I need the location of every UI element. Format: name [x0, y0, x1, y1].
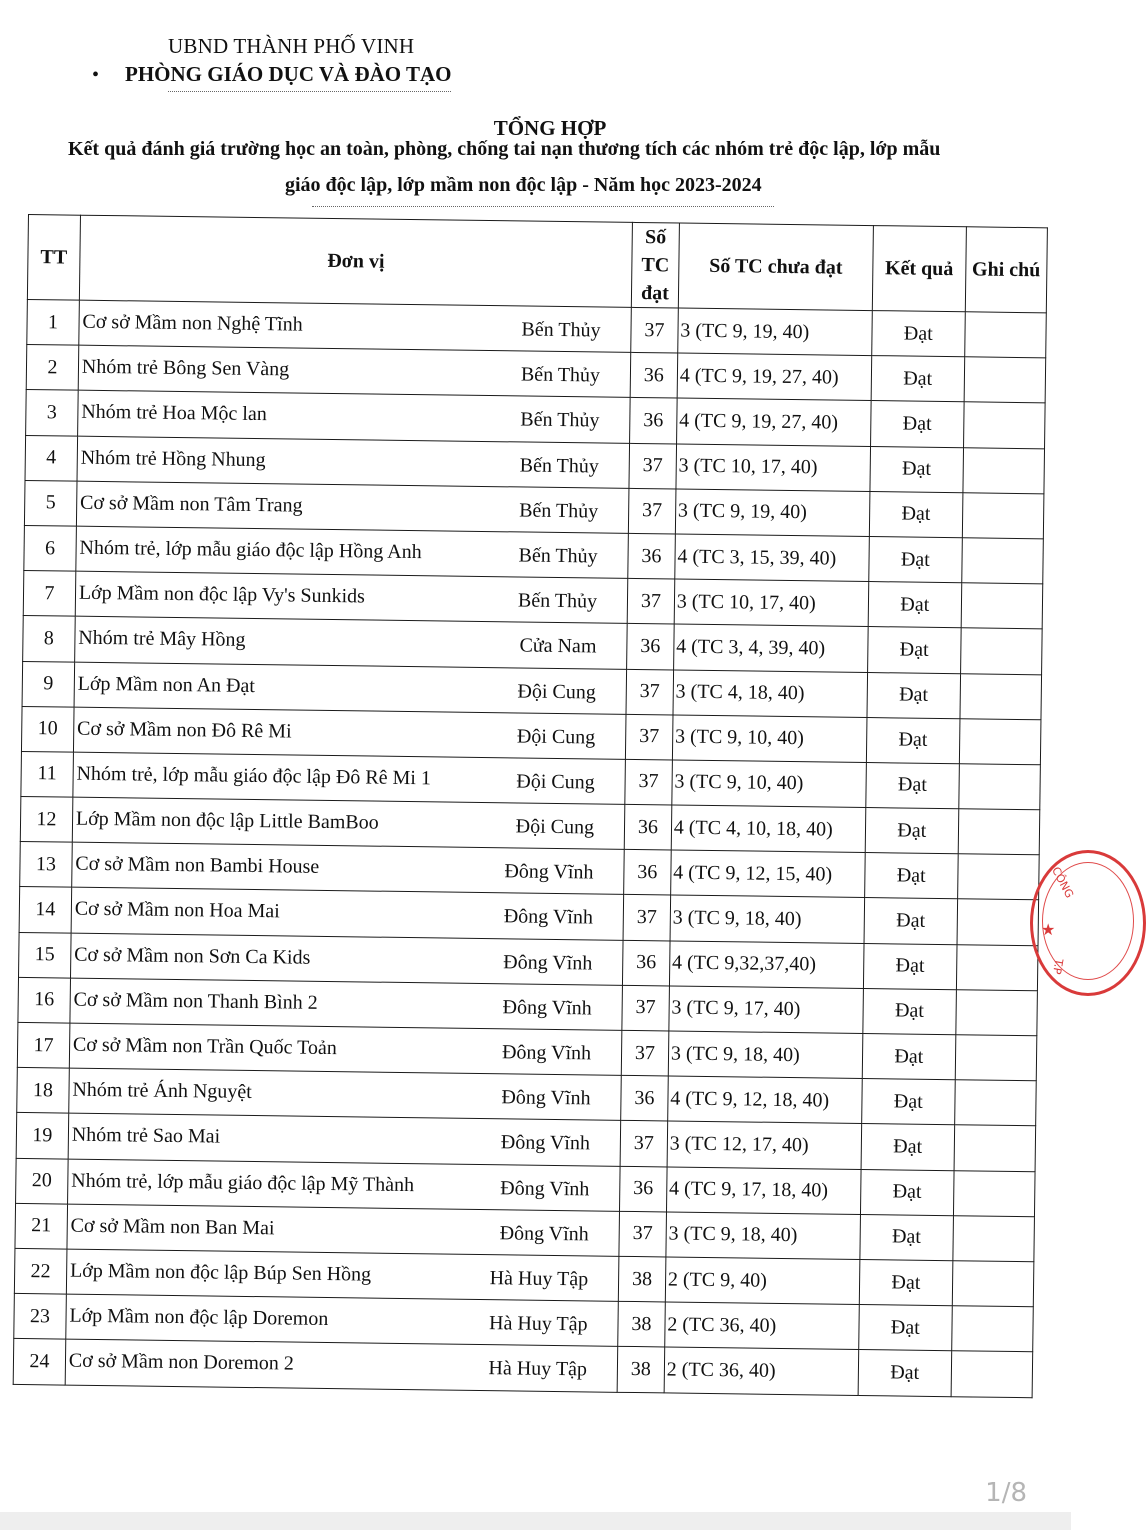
criteria-met-count: 36: [630, 353, 677, 399]
unit-ward: Đông Vĩnh: [499, 1222, 589, 1246]
unit-name: Cơ sở Mầm non Sơn Ca Kids: [74, 943, 311, 969]
result-value: Đạt: [867, 672, 960, 718]
result-value: Đạt: [861, 1169, 954, 1215]
result-value: Đạt: [871, 401, 964, 447]
criteria-met-count: 37: [623, 895, 670, 941]
unit-name: Lớp Mầm non độc lập Little BamBoo: [75, 807, 379, 834]
unit-name: Lớp Mầm non An Đạt: [77, 672, 256, 697]
note-value: [962, 493, 1044, 539]
note-value: [963, 447, 1045, 493]
result-value: Đạt: [859, 1305, 952, 1351]
unit-ward: Đông Vĩnh: [502, 996, 592, 1020]
unit-name: Cơ sở Mầm non Ban Mai: [70, 1214, 275, 1240]
criteria-unmet-list: 3 (TC 10, 17, 40): [676, 444, 871, 492]
header-note: Ghi chú: [965, 227, 1048, 313]
row-index: 2: [26, 345, 78, 391]
criteria-met-count: 37: [619, 1211, 666, 1257]
unit-ward: Hà Huy Tập: [488, 1357, 588, 1381]
row-unit: [73, 752, 626, 804]
row-index: 8: [23, 616, 75, 662]
criteria-met-count: 37: [621, 1030, 668, 1076]
criteria-unmet-list: 2 (TC 36, 40): [664, 1347, 859, 1395]
unit-name: Lớp Mầm non độc lập Vy's Sunkids: [78, 581, 366, 608]
result-value: Đạt: [868, 582, 961, 628]
row-unit: [78, 345, 631, 397]
row-unit: [67, 1204, 620, 1256]
note-value: [953, 1170, 1035, 1216]
header-divider: [168, 91, 451, 92]
criteria-unmet-list: 4 (TC 9, 19, 27, 40): [676, 398, 871, 446]
note-value: [954, 1080, 1036, 1126]
criteria-unmet-list: 3 (TC 9, 19, 40): [678, 308, 873, 356]
unit-ward: Đông Vĩnh: [500, 1176, 590, 1200]
criteria-unmet-list: 3 (TC 9, 10, 40): [672, 715, 867, 763]
table-header-row: [27, 215, 1047, 313]
header-tt: TT: [27, 215, 80, 301]
row-unit: [66, 1249, 619, 1301]
criteria-met-count: 37: [620, 1121, 667, 1167]
criteria-unmet-list: 4 (TC 9, 12, 15, 40): [670, 850, 865, 898]
results-table: [13, 214, 1048, 1398]
criteria-unmet-list: 4 (TC 3, 15, 39, 40): [675, 534, 870, 582]
unit-ward: Bến Thủy: [518, 544, 598, 568]
note-value: [958, 764, 1040, 810]
issuing-authority: UBND THÀNH PHỐ VINH: [168, 34, 415, 58]
note-value: [963, 402, 1045, 448]
row-index: 10: [21, 706, 73, 752]
row-unit: [66, 1294, 619, 1346]
unit-ward: Bến Thủy: [517, 589, 598, 613]
unit-name: Cơ sở Mầm non Bambi House: [75, 852, 320, 879]
row-index: 23: [14, 1294, 66, 1340]
seal-text-bottom: T.P: [1050, 957, 1066, 976]
row-index: 19: [16, 1113, 68, 1159]
note-value: [960, 673, 1042, 719]
result-value: Đạt: [868, 627, 961, 673]
seal-star-icon: ★: [1041, 922, 1056, 939]
row-index: 6: [24, 525, 76, 571]
unit-ward: Hà Huy Tập: [488, 1312, 588, 1336]
unit-name: Cơ sở Mầm non Trần Quốc Toản: [72, 1033, 337, 1060]
note-value: [964, 312, 1046, 358]
note-value: [952, 1215, 1034, 1261]
criteria-met-count: 36: [623, 940, 670, 986]
criteria-met-count: 37: [626, 669, 673, 715]
unit-name: Nhóm trẻ Hoa Mộc lan: [81, 401, 267, 426]
header-result: Kết quả: [872, 226, 966, 312]
row-index: 17: [17, 1022, 69, 1068]
criteria-unmet-list: 3 (TC 9, 18, 40): [668, 1031, 863, 1079]
note-value: [954, 1125, 1036, 1171]
row-index: 20: [16, 1158, 68, 1204]
criteria-met-count: 36: [628, 533, 675, 579]
unit-name: Nhóm trẻ Bông Sen Vàng: [81, 355, 290, 381]
document-subtitle-line-1: Kết quả đánh giá trường học an toàn, phòng, chống tai nạn thương tích các nhóm trẻ độc lập, lớp mẫu: [68, 138, 941, 160]
result-value: Đạt: [862, 1079, 955, 1125]
result-value: Đạt: [872, 311, 965, 357]
row-unit: [72, 797, 625, 849]
unit-ward: Cửa Nam: [519, 634, 597, 658]
row-unit: [67, 1159, 620, 1211]
unit-ward: Bến Thủy: [519, 454, 599, 478]
unit-ward: Đông Vĩnh: [501, 1086, 591, 1110]
note-value: [955, 990, 1037, 1036]
criteria-met-count: 37: [629, 443, 676, 489]
criteria-unmet-list: 3 (TC 10, 17, 40): [674, 579, 869, 627]
header-unit: Đơn vị: [79, 215, 632, 307]
criteria-met-count: 37: [627, 579, 674, 625]
unit-name: Cơ sở Mầm non Doremon 2: [68, 1349, 295, 1375]
row-index: 4: [25, 435, 77, 481]
result-value: Đạt: [865, 808, 958, 854]
criteria-met-count: 38: [617, 1347, 664, 1393]
row-unit: [73, 707, 626, 759]
result-value: Đạt: [863, 943, 956, 989]
result-value: Đạt: [869, 491, 962, 537]
note-value: [956, 944, 1038, 990]
unit-name: Nhóm trẻ, lớp mẫu giáo độc lập Hồng Anh: [79, 536, 422, 564]
row-index: 1: [27, 299, 79, 345]
unit-name: Lớp Mầm non độc lập Doremon: [69, 1304, 329, 1331]
unit-name: Cơ sở Mầm non Đô Rê Mi: [76, 717, 292, 743]
document-title: TỔNG HỢP: [493, 116, 607, 140]
note-value: [957, 899, 1039, 945]
unit-name: Nhóm trẻ Ánh Nguyệt: [72, 1078, 252, 1104]
unit-name: Cơ sở Mầm non Hoa Mai: [74, 898, 280, 923]
result-value: Đạt: [864, 898, 957, 944]
note-value: [955, 1035, 1037, 1081]
criteria-met-count: 36: [624, 804, 671, 850]
criteria-met-count: 36: [621, 1076, 668, 1122]
row-unit: [76, 526, 629, 578]
row-index: 16: [18, 977, 70, 1023]
document-subtitle-line-2: giáo độc lập, lớp mầm non độc lập - Năm học 2023-2024: [285, 174, 762, 196]
row-unit: [74, 662, 627, 714]
criteria-unmet-list: 3 (TC 9, 18, 40): [670, 895, 865, 943]
result-value: Đạt: [863, 988, 956, 1034]
page-indicator: 1/8: [985, 1478, 1027, 1508]
result-value: Đạt: [860, 1214, 953, 1260]
result-value: Đạt: [871, 356, 964, 402]
result-value: Đạt: [869, 536, 962, 582]
row-unit: [70, 978, 623, 1030]
row-unit: [65, 1339, 618, 1391]
criteria-unmet-list: 3 (TC 9, 19, 40): [675, 489, 870, 537]
note-value: [951, 1351, 1033, 1397]
result-value: Đạt: [866, 762, 959, 808]
unit-ward: Đội Cung: [515, 815, 595, 839]
unit-name: Nhóm trẻ Hồng Nhung: [80, 446, 266, 471]
note-value: [964, 357, 1046, 403]
criteria-unmet-list: 4 (TC 9, 17, 18, 40): [666, 1167, 861, 1215]
criteria-met-count: 37: [625, 714, 672, 760]
row-index: 9: [22, 661, 74, 707]
note-value: [951, 1306, 1033, 1352]
criteria-unmet-list: 4 (TC 9, 12, 18, 40): [668, 1076, 863, 1124]
criteria-met-count: 36: [624, 850, 671, 896]
unit-ward: Hà Huy Tập: [489, 1267, 589, 1291]
row-unit: [69, 1068, 622, 1120]
unit-ward: Đội Cung: [517, 679, 596, 703]
criteria-met-count: 37: [622, 985, 669, 1031]
criteria-met-count: 38: [618, 1256, 665, 1302]
note-value: [958, 809, 1040, 855]
unit-ward: Bến Thủy: [520, 363, 601, 387]
result-value: Đạt: [859, 1259, 952, 1305]
unit-ward: Đông Vĩnh: [504, 860, 594, 884]
criteria-met-count: 36: [630, 398, 677, 444]
unit-ward: Bến Thủy: [521, 318, 601, 342]
unit-name: Lớp Mầm non độc lập Búp Sen Hồng: [69, 1259, 372, 1286]
result-value: Đạt: [866, 717, 959, 763]
unit-ward: Đông Vĩnh: [503, 905, 594, 929]
row-index: 21: [15, 1203, 67, 1249]
result-value: Đạt: [870, 446, 963, 492]
row-index: 15: [19, 932, 71, 978]
seal-text-top: CÔNG: [1049, 864, 1077, 901]
row-unit: [72, 842, 625, 894]
issuing-department: PHÒNG GIÁO DỤC VÀ ĐÀO TẠO: [125, 62, 452, 86]
criteria-unmet-list: 4 (TC 4, 10, 18, 40): [671, 805, 866, 853]
unit-ward: Đông Vĩnh: [500, 1131, 591, 1155]
row-unit: [75, 571, 628, 623]
row-unit: [71, 888, 624, 940]
row-unit: [77, 391, 630, 443]
criteria-unmet-list: 3 (TC 12, 17, 40): [667, 1121, 862, 1169]
unit-name: Cơ sở Mầm non Tâm Trang: [79, 491, 303, 517]
row-index: 3: [26, 390, 78, 436]
row-unit: [69, 1023, 622, 1075]
note-value: [961, 583, 1043, 629]
note-value: [960, 628, 1042, 674]
criteria-unmet-list: 4 (TC 9,32,37,40): [669, 941, 864, 989]
viewer-bottom-band: [0, 1512, 1071, 1530]
criteria-unmet-list: 3 (TC 9, 18, 40): [666, 1212, 861, 1260]
criteria-unmet-list: 3 (TC 9, 17, 40): [669, 986, 864, 1034]
result-value: Đạt: [858, 1350, 951, 1396]
note-value: [952, 1261, 1034, 1307]
unit-ward: Đội Cung: [516, 770, 595, 794]
row-index: 22: [14, 1248, 66, 1294]
row-index: 13: [20, 842, 72, 888]
criteria-unmet-list: 3 (TC 9, 10, 40): [672, 760, 867, 808]
unit-name: Cơ sở Mầm non Nghệ Tĩnh: [82, 310, 303, 336]
title-divider: [312, 206, 774, 207]
criteria-met-count: 36: [627, 624, 674, 670]
criteria-unmet-list: 4 (TC 3, 4, 39, 40): [673, 624, 868, 672]
row-index: 18: [17, 1068, 69, 1114]
note-value: [959, 718, 1041, 764]
criteria-met-count: 38: [618, 1301, 665, 1347]
header-bullet: •: [92, 64, 100, 86]
row-index: 7: [23, 571, 75, 617]
criteria-met-count: 37: [628, 488, 675, 534]
criteria-met-count: 37: [631, 307, 678, 353]
criteria-unmet-list: 2 (TC 36, 40): [665, 1302, 860, 1350]
row-index: 5: [24, 480, 76, 526]
criteria-unmet-list: 3 (TC 4, 18, 40): [673, 669, 868, 717]
unit-name: Nhóm trẻ Mây Hồng: [78, 627, 246, 652]
row-index: 14: [19, 887, 71, 933]
unit-ward: Đông Vĩnh: [501, 1041, 592, 1065]
unit-ward: Bến Thủy: [519, 499, 599, 523]
row-unit: [70, 933, 623, 985]
unit-ward: Bến Thủy: [520, 408, 600, 432]
criteria-met-count: 36: [620, 1166, 667, 1212]
row-unit: [79, 300, 632, 352]
unit-name: Nhóm trẻ, lớp mẫu giáo độc lập Mỹ Thành: [71, 1169, 415, 1196]
row-index: 24: [13, 1339, 65, 1385]
result-value: Đạt: [862, 1033, 955, 1079]
note-value: [961, 538, 1043, 584]
row-index: 11: [21, 751, 73, 797]
unit-name: Cơ sở Mầm non Thanh Bình 2: [73, 988, 318, 1014]
result-value: Đạt: [865, 853, 958, 899]
criteria-met-count: 37: [625, 759, 672, 805]
unit-ward: Đông Vĩnh: [503, 950, 593, 975]
unit-name: Nhóm trẻ, lớp mẫu giáo độc lập Đô Rê Mi 1: [76, 762, 432, 790]
unit-ward: Đội Cung: [516, 725, 596, 749]
header-criteria-unmet: Số TC chưa đạt: [678, 223, 873, 311]
header-criteria-met: Số TC đạt: [631, 222, 679, 308]
row-unit: [68, 1113, 621, 1165]
criteria-unmet-list: 2 (TC 9, 40): [665, 1257, 860, 1305]
row-unit: [76, 481, 629, 533]
row-unit: [75, 616, 628, 668]
note-value: [957, 854, 1039, 900]
result-value: Đạt: [861, 1124, 954, 1170]
row-unit: [77, 436, 630, 488]
criteria-unmet-list: 4 (TC 9, 19, 27, 40): [677, 353, 872, 401]
unit-name: Nhóm trẻ Sao Mai: [71, 1124, 221, 1148]
row-index: 12: [20, 797, 72, 843]
